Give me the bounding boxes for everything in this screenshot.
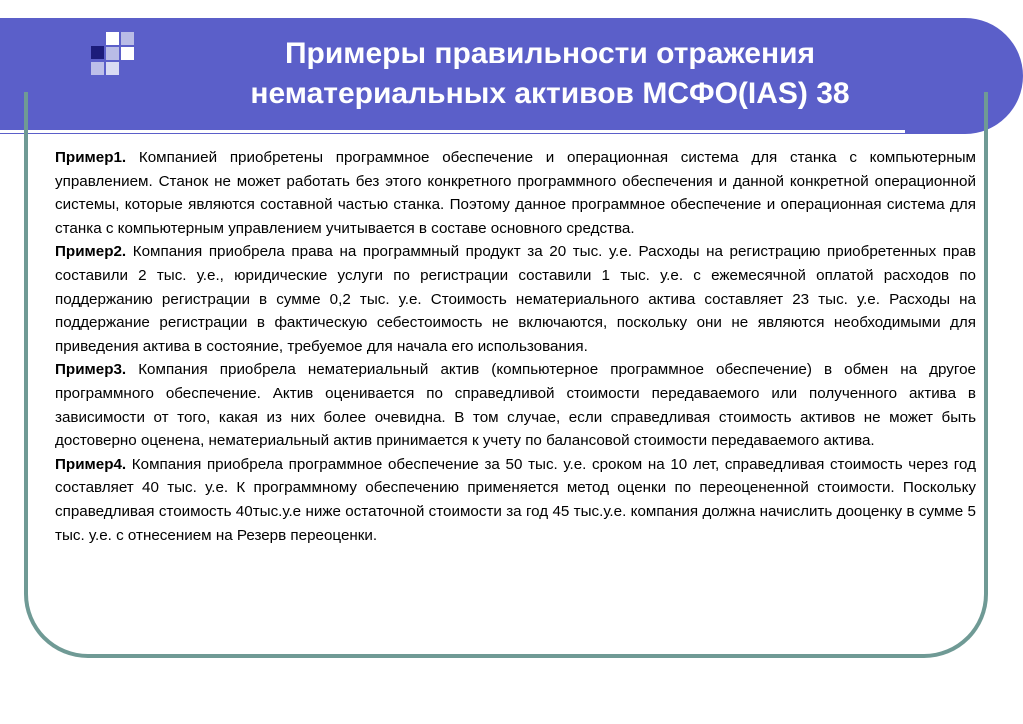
example-text: Компания приобрела нематериальный актив (компьютерное программное обеспечение) в обмен на другое программного обеспечение. Актив оценивается по справедливой стоимости передаваемого или полученного актива в зависимости от того, какая из них более очевидна. В том случае, если справедливая стоимость активов не может быть достоверно оценена, нематериальный актив принимается к учету по балансовой стоимости передаваемого актива. bbox=[55, 361, 976, 450]
example-paragraph bbox=[55, 240, 976, 358]
example-text: Компания приобрела права на программный продукт за 20 тыс. у.е. Расходы на регистрацию приобретенных прав составили 2 тыс. у.е., юридические услуги по регистрации составили 1 тыс. у.е. с ежемесячной оплатой расходов по поддержанию регистрации в сумме 0,2 тыс. у.е. Стоимость нематериального актива составляет 23 тыс. у.е. Расходы на поддержание регистрации в фактическую себестоимость не включаются, поскольку они не являются необходимыми для приведения актива в состояние, требуемое для начала его использования. bbox=[55, 243, 976, 355]
content-body bbox=[55, 146, 976, 547]
example-label: Пример1. bbox=[55, 149, 127, 166]
example-label: Пример4. bbox=[55, 455, 127, 473]
example-paragraph bbox=[55, 146, 976, 240]
title-line-2: нематериальных активов МСФО(IAS) 38 bbox=[250, 77, 850, 110]
example-paragraph bbox=[55, 358, 976, 452]
title-line-1: Примеры правильности отражения bbox=[284, 37, 816, 70]
square-icon bbox=[106, 47, 119, 60]
square-icon bbox=[91, 62, 104, 75]
example-text: Компания приобрела программное обеспечение за 50 тыс. у.е. сроком на 10 лет, справедливая стоимость через год составляет 40 тыс. у.е. К программному обеспечению применяется метод оценки по переоцененной стоимости. Поскольку справедливая стоимость 40тыс.у.е ниже остаточной стоимости за год 45 тыс.у.е. компания должна начислить дооценку в сумме 5 тыс. у.е. с отнесением на Резерв переоценки. bbox=[55, 455, 976, 544]
example-label: Пример2. bbox=[55, 243, 127, 261]
square-icon bbox=[106, 32, 119, 45]
square-icon bbox=[106, 62, 119, 75]
square-icon bbox=[121, 32, 134, 45]
example-text: Компанией приобретены программное обеспечение и операционная система для станка с компьютерным управлением. Станок не может работать без этого конкретного программного обеспечения и данной конкретной операционной системы, которые являются составной частью станка. Поэтому данное программное обеспечение и операционная система для станка с компьютерным управлением учитывается в составе основного средства. bbox=[55, 149, 976, 237]
square-icon bbox=[121, 47, 134, 60]
example-paragraph bbox=[55, 453, 976, 547]
square-icon bbox=[91, 46, 104, 59]
example-label: Пример3. bbox=[55, 361, 127, 379]
